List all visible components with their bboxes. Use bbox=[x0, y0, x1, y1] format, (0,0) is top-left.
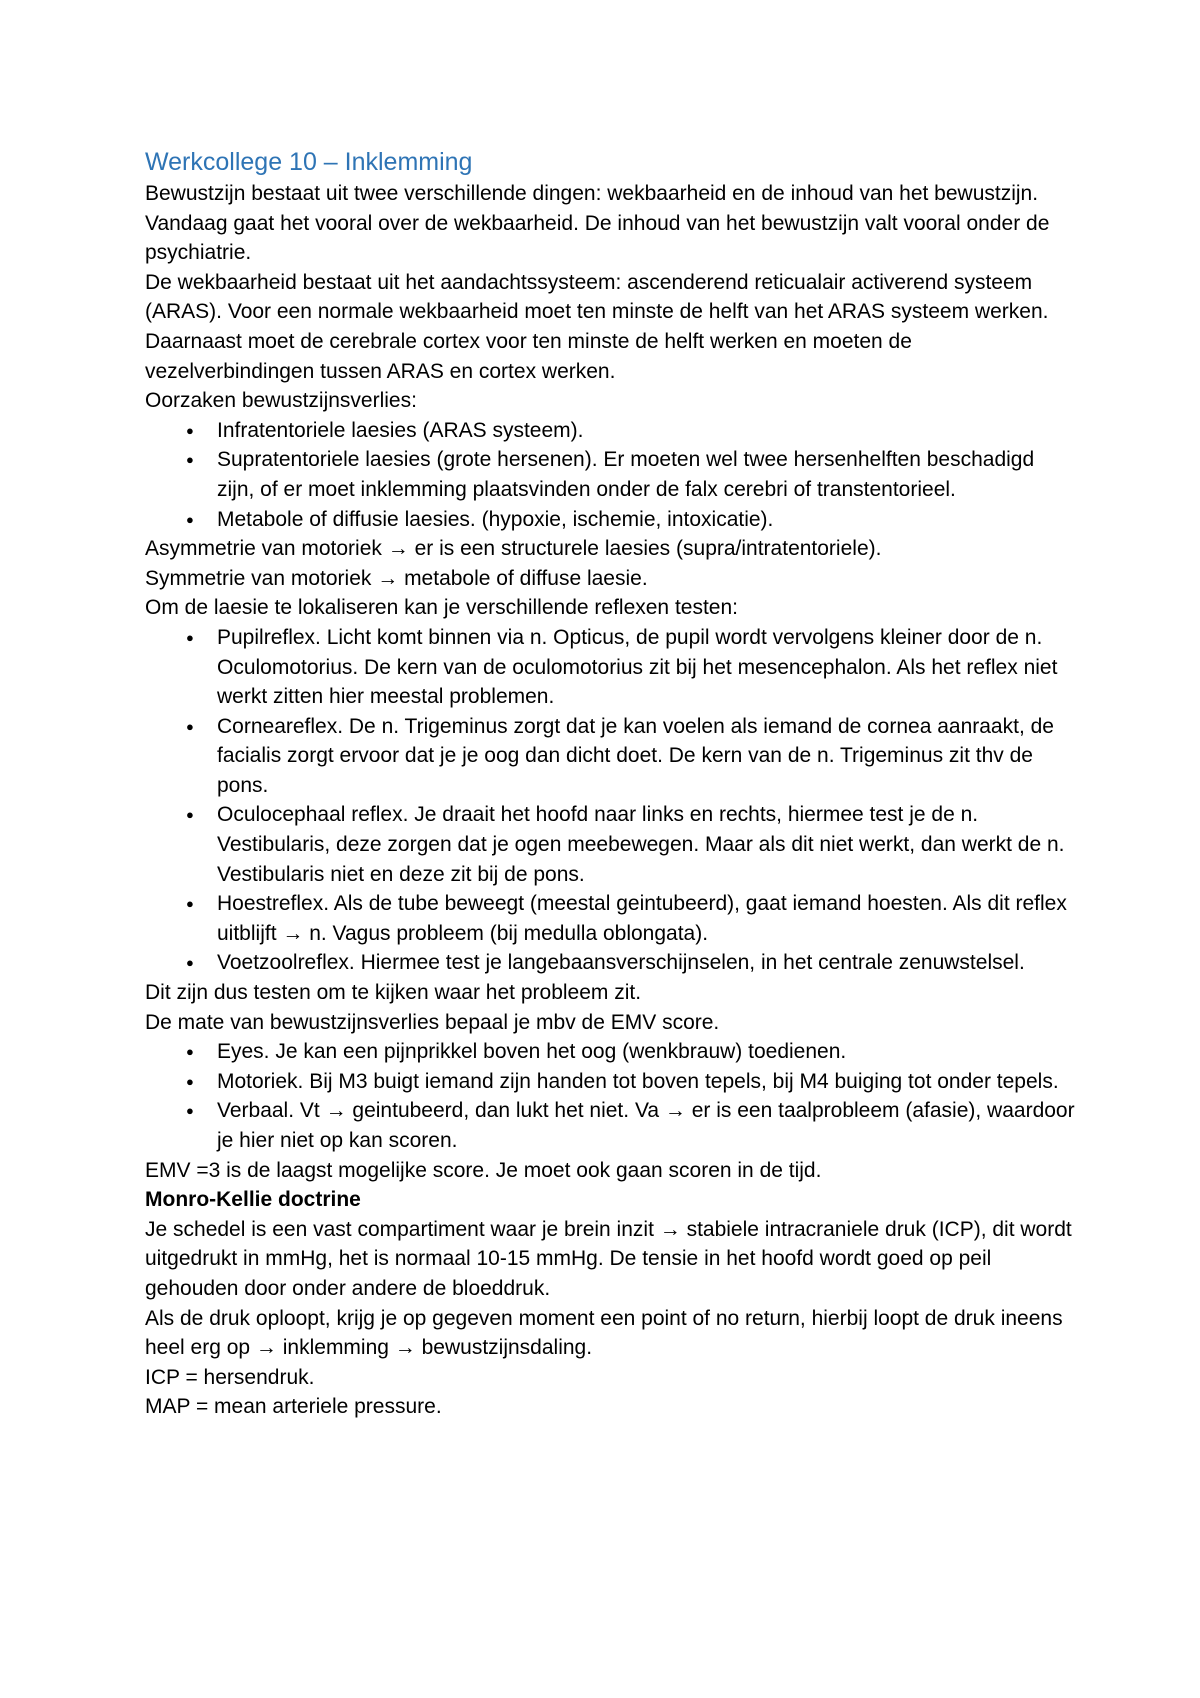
reflex-list bbox=[145, 623, 1075, 978]
list-item: ● Oculocephaal reflex. Je draait het hoofd naar links en rechts, hiermee test je de n. Vestibularis, deze zorgen dat je ogen meebewegen. Maar als dit niet werkt, dan werkt de n. Vestibularis niet en deze zit bij de pons. bbox=[145, 800, 1075, 889]
icp-definition: ICP = hersendruk. bbox=[145, 1365, 315, 1389]
symmetry-paragraph: Symmetrie van motoriek → metabole of diffuse laesie. bbox=[145, 566, 648, 590]
asymmetry-paragraph: Asymmetrie van motoriek → er is een structurele laesies (supra/intratentoriele). bbox=[145, 537, 882, 561]
list-item: ● Pupilreflex. Licht komt binnen via n. Opticus, de pupil wordt vervolgens kleiner door de n. Oculomotorius. De kern van de oculomotorius zit bij het mesencephalon. Als het reflex niet werkt zitten hier meestal problemen. bbox=[145, 623, 1075, 712]
emv-label: De mate van bewustzijnsverlies bepaal je mbv de EMV score. bbox=[145, 1010, 720, 1034]
map-definition: MAP = mean arteriele pressure. bbox=[145, 1395, 442, 1419]
monro-kellie-heading: Monro-Kellie doctrine bbox=[145, 1188, 361, 1212]
monro-paragraph-2: Als de druk oploopt, krijg je op gegeven moment een point of no return, hierbij loopt de druk ineens heel erg op → inklemming → bewustzijnsdaling. bbox=[145, 1306, 1063, 1360]
emv-minimum-paragraph: EMV =3 is de laagst mogelijke score. Je moet ook gaan scoren in de tijd. bbox=[145, 1158, 822, 1182]
list-item: ● Verbaal. Vt → geintubeerd, dan lukt het niet. Va → er is een taalprobleem (afasie), waardoor je hier niet op kan scoren. bbox=[145, 1096, 1075, 1155]
list-item: ● Infratentoriele laesies (ARAS systeem). bbox=[145, 416, 1075, 446]
monro-paragraph-1: Je schedel is een vast compartiment waar je brein inzit → stabiele intracraniele druk (ICP), dit wordt uitgedrukt in mmHg, het is normaal 10-15 mmHg. De tensie in het hoofd wordt goed op peil gehouden door onder andere de bloeddruk. bbox=[145, 1217, 1072, 1300]
list-item: ● Metabole of diffusie laesies. (hypoxie, ischemie, intoxicatie). bbox=[145, 505, 1075, 535]
list-item: ● Hoestreflex. Als de tube beweegt (meestal geintubeerd), gaat iemand hoesten. Als dit reflex uitblijft → n. Vagus probleem (bij medulla oblongata). bbox=[145, 889, 1075, 948]
list-item: ● Supratentoriele laesies (grote hersenen). Er moeten wel twee hersenhelften beschadigd zijn, of er moet inklemming plaatsvinden onder de falx cerebri of transtentorieel. bbox=[145, 445, 1075, 504]
list-item: ● Voetzoolreflex. Hiermee test je langebaansverschijnselen, in het centrale zenuwstelsel. bbox=[145, 948, 1075, 978]
causes-list bbox=[145, 416, 1075, 534]
emv-list bbox=[145, 1037, 1075, 1155]
document-title: Werkcollege 10 – Inklemming bbox=[145, 148, 473, 176]
intro-paragraph-2: De wekbaarheid bestaat uit het aandachtssysteem: ascenderend reticualair activerend systeem (ARAS). Voor een normale wekbaarheid moet ten minste de helft van het ARAS systeem werken. Daarnaast moet de cerebrale cortex voor ten minste de helft werken en moeten de vezelverbindingen tussen ARAS en cortex werken. bbox=[145, 270, 1049, 383]
causes-label: Oorzaken bewustzijnsverlies: bbox=[145, 389, 417, 413]
intro-paragraph-1: Bewustzijn bestaat uit twee verschillende dingen: wekbaarheid en de inhoud van het bewustzijn. Vandaag gaat het vooral over de wekbaarheid. De inhoud van het bewustzijn valt vooral onder de psychiatrie. bbox=[145, 182, 1050, 265]
list-item: ● Motoriek. Bij M3 buigt iemand zijn handen tot boven tepels, bij M4 buiging tot onder tepels. bbox=[145, 1067, 1075, 1097]
list-item: ● Corneareflex. De n. Trigeminus zorgt dat je kan voelen als iemand de cornea aanraakt, de facialis zorgt ervoor dat je je oog dan dicht doet. De kern van de n. Trigeminus zit thv de pons. bbox=[145, 712, 1075, 801]
tests-paragraph: Dit zijn dus testen om te kijken waar het probleem zit. bbox=[145, 981, 642, 1005]
reflex-label: Om de laesie te lokaliseren kan je verschillende reflexen testen: bbox=[145, 596, 738, 620]
document-page bbox=[145, 146, 1075, 1422]
list-item: ● Eyes. Je kan een pijnprikkel boven het oog (wenkbrauw) toedienen. bbox=[145, 1037, 1075, 1067]
